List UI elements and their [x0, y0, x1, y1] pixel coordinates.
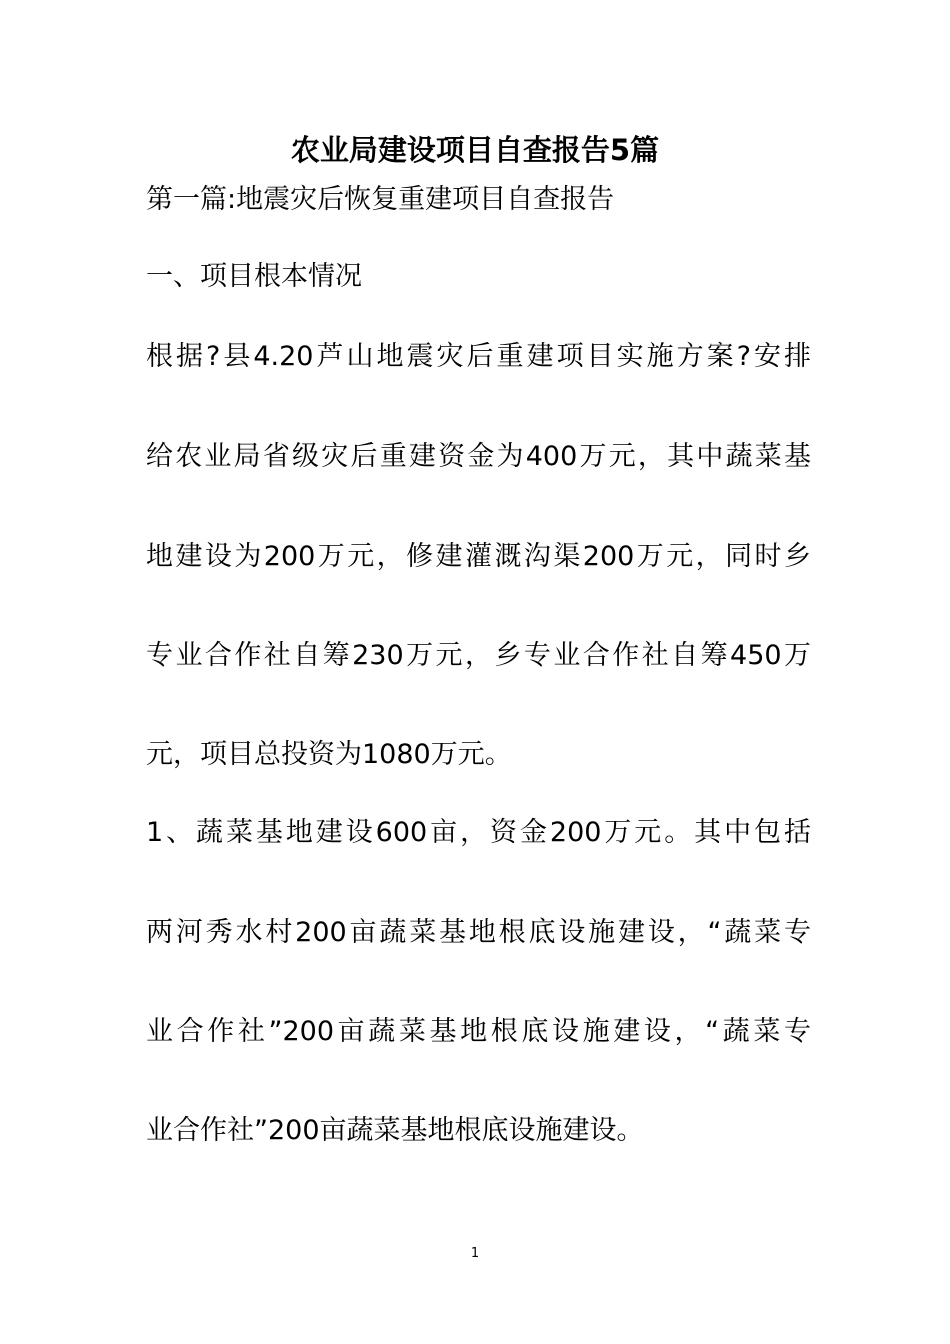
paragraph-line: 1、蔬菜基地建设600亩，资金200万元。其中包括 [146, 817, 811, 848]
page-number: 1 [470, 1246, 480, 1261]
section-heading: 第一篇:地震灾后恢复重建项目自查报告 [146, 184, 615, 215]
paragraph-line: 业合作社”200亩蔬菜基地根底设施建设。 [146, 1115, 644, 1146]
paragraph-line: 给农业局省级灾后重建资金为400万元，其中蔬菜基 [146, 441, 811, 472]
paragraph-line: 专业合作社自筹230万元，乡专业合作社自筹450万 [146, 640, 811, 671]
document-title: 农业局建设项目自查报告5篇 [290, 133, 660, 167]
paragraph-line: 地建设为200万元，修建灌溉沟渠200万元，同时乡 [146, 541, 811, 572]
subsection-heading: 一、项目根本情况 [146, 261, 362, 292]
paragraph-line: 元，项目总投资为1080万元。 [146, 739, 512, 770]
paragraph-line: 业合作社”200亩蔬菜基地根底设施建设，“蔬菜专 [146, 1016, 811, 1047]
paragraph-line: 根据?县4.20芦山地震灾后重建项目实施方案?安排 [146, 341, 811, 372]
paragraph-line: 两河秀水村200亩蔬菜基地根底设施建设，“蔬菜专 [146, 917, 811, 948]
